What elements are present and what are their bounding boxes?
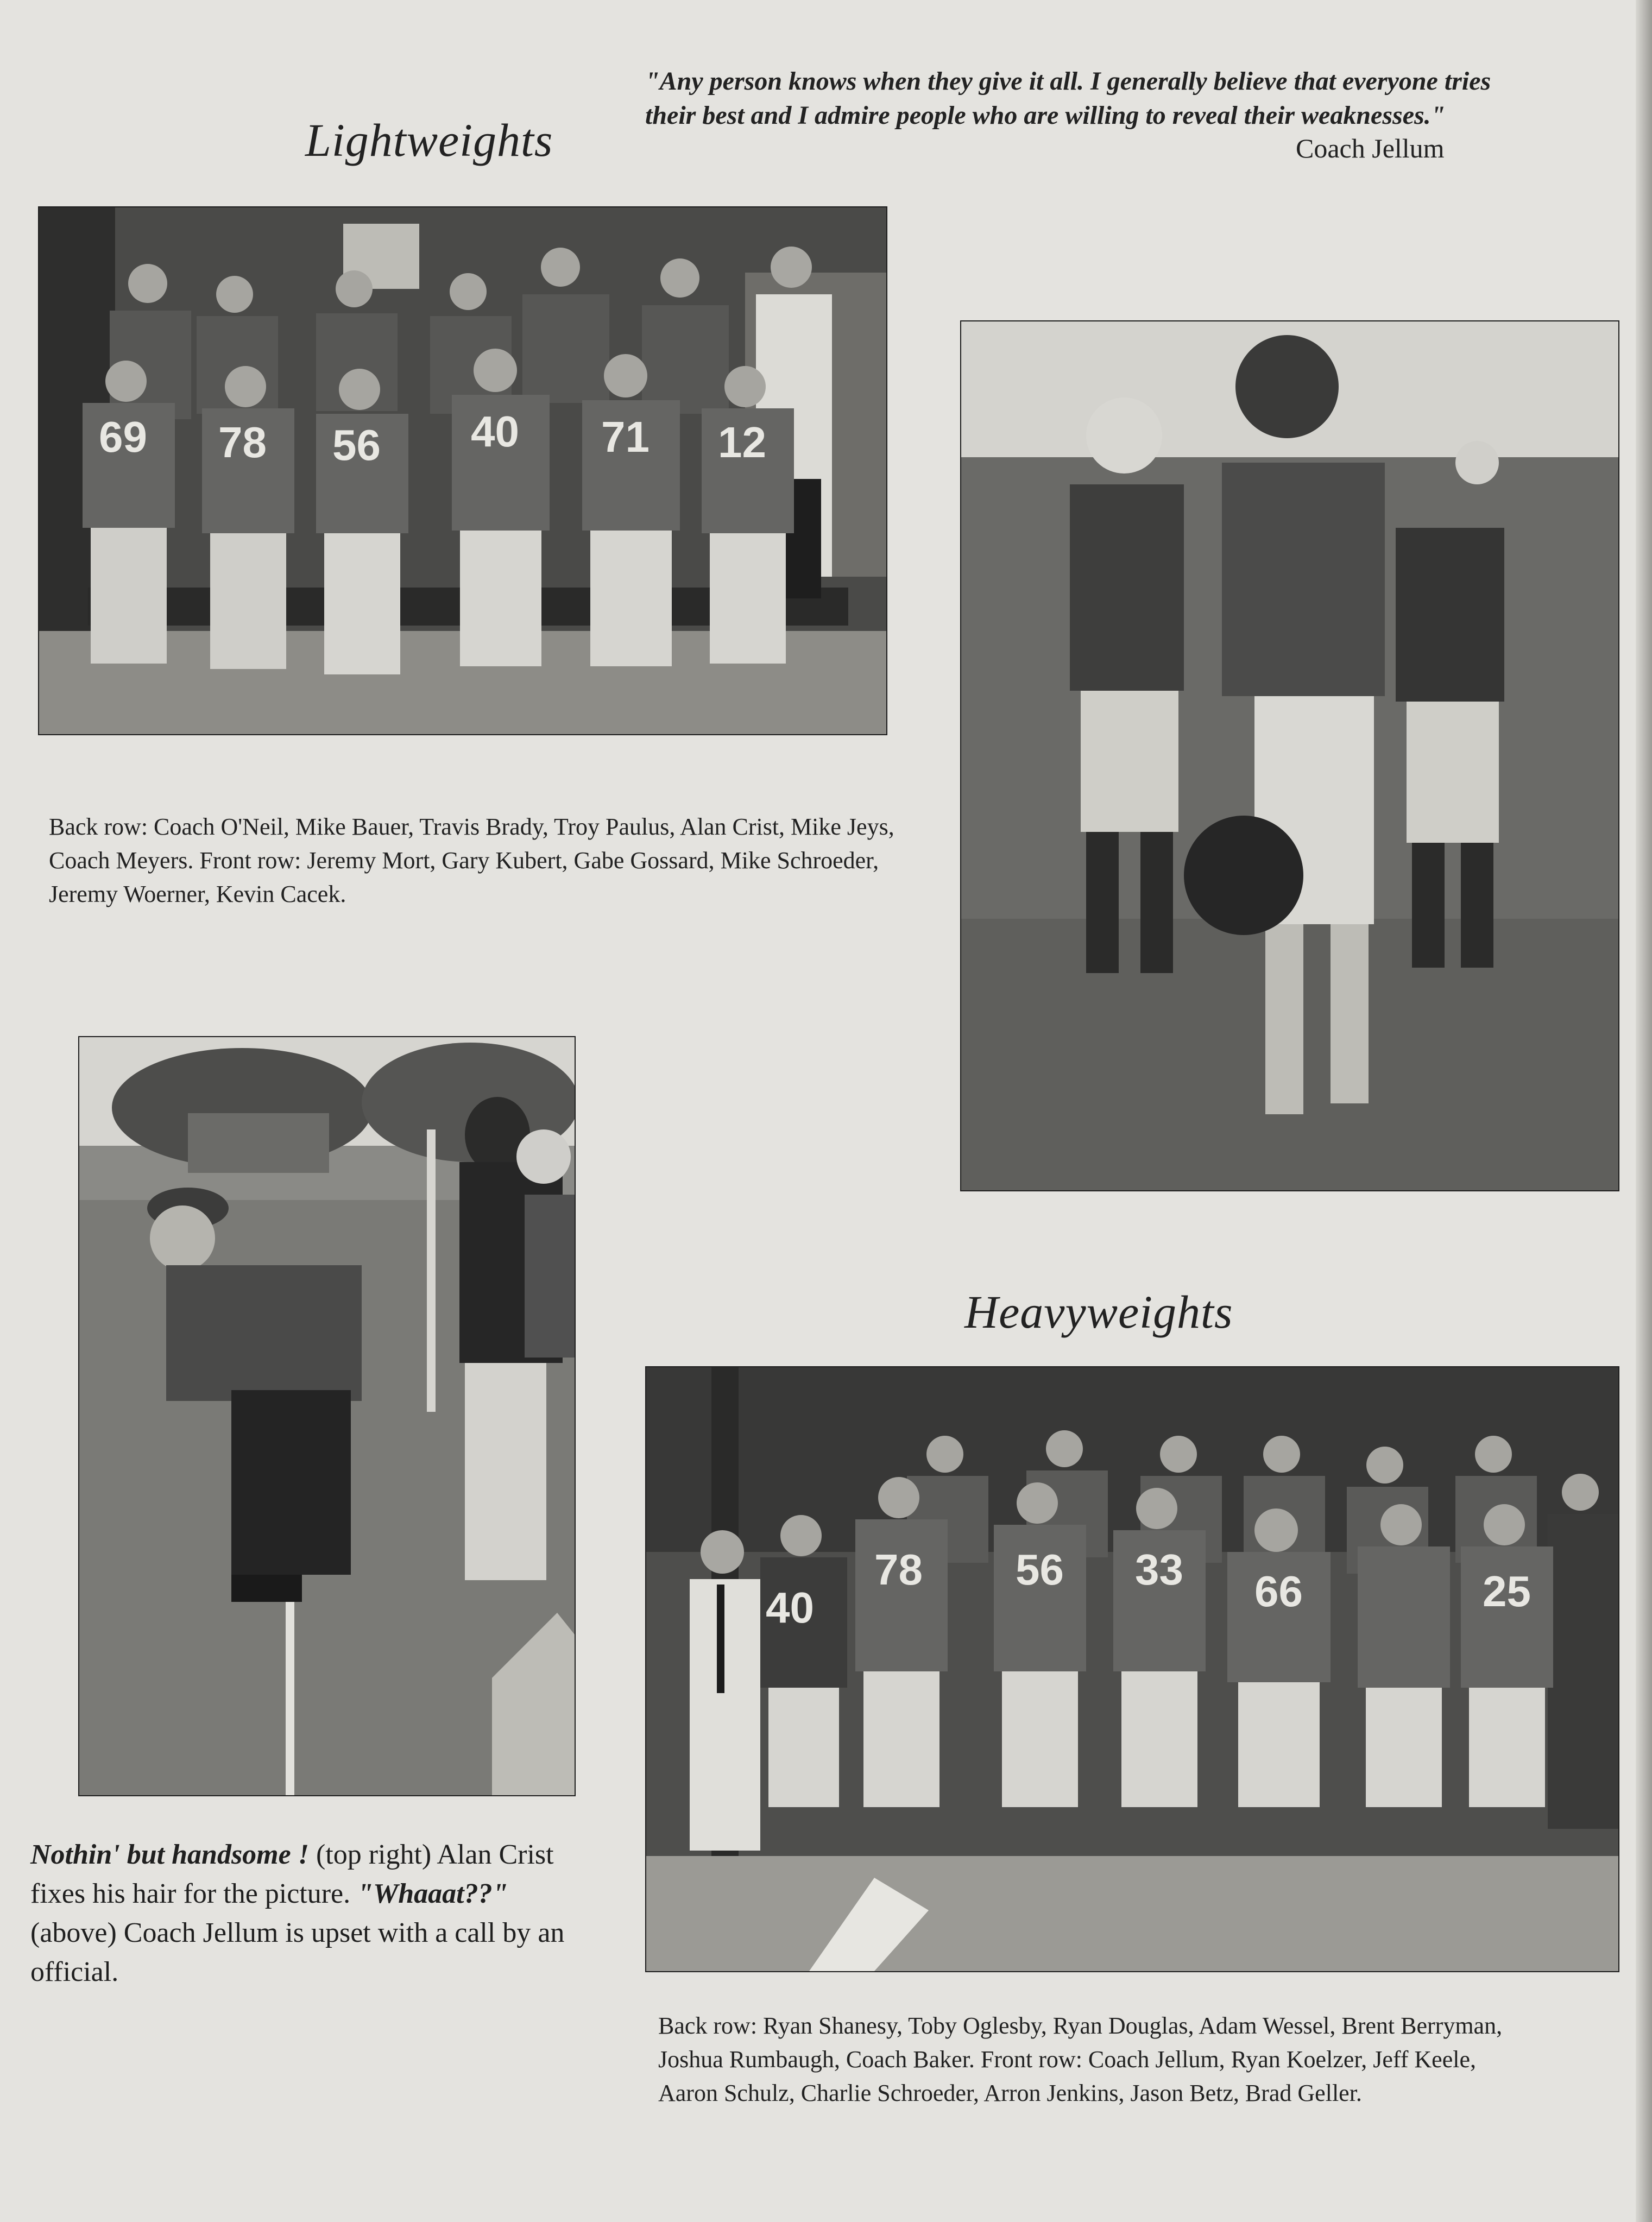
- jersey-number: 12: [718, 418, 766, 466]
- coach-quote: "Any person knows when they give it all. I generally believe that everyone tries their best and I admire people who are willing to reveal their weaknesses.": [645, 67, 1491, 130]
- side-caption-lead-1: Nothin' but handsome !: [30, 1839, 309, 1870]
- lightweights-heading: Lightweights: [305, 114, 553, 166]
- jersey-number: 78: [874, 1545, 923, 1594]
- coach-sideline-photo: [78, 1036, 576, 1796]
- heavyweights-heading: Heavyweights: [964, 1286, 1233, 1338]
- lightweights-caption: Back row: Coach O'Neil, Mike Bauer, Travis Brady, Troy Paulus, Alan Crist, Mike Jeys, Coach Meyers. Front row: Jeremy Mort, Gary Kubert, Gabe Gossard, Mike Schroeder, Jeremy Woerner, Kevin Cacek.: [49, 813, 894, 907]
- jersey-number: 25: [1483, 1567, 1531, 1615]
- heavyweights-caption: Back row: Ryan Shanesy, Toby Oglesby, Ryan Douglas, Adam Wessel, Brent Berryman, Joshua Rumbaugh, Coach Baker. Front row: Coach Jellum, Ryan Koelzer, Jeff Keele, Aaron Schulz, Charlie Schroeder, Arron Jenkins, Jason Betz, Brad Geller.: [658, 2012, 1503, 2106]
- side-caption: [30, 1835, 584, 1992]
- jersey-number: 33: [1135, 1545, 1183, 1594]
- jersey-number: 56: [1016, 1545, 1064, 1594]
- jersey-number: 69: [99, 413, 147, 461]
- heavyweights-team-photo: [645, 1366, 1619, 1972]
- jersey-number: 40: [471, 407, 519, 456]
- side-caption-text-1: (top right) Alan Crist fixes his hair for the picture.: [30, 1839, 554, 1909]
- lightweights-team-photo: [38, 206, 887, 735]
- side-caption-text-2: (above) Coach Jellum is upset with a call by an official.: [30, 1917, 565, 1987]
- quote-author: Coach Jellum: [1296, 133, 1445, 163]
- jersey-number: 56: [332, 421, 381, 469]
- jersey-number: 40: [766, 1583, 814, 1632]
- jersey-number: 71: [601, 413, 650, 461]
- side-caption-lead-2: "Whaaat??": [357, 1878, 508, 1909]
- player-fixing-hair-photo: [960, 320, 1619, 1191]
- jersey-number: 78: [218, 418, 267, 466]
- jersey-number: 66: [1254, 1567, 1303, 1615]
- page-edge: [1636, 0, 1652, 2222]
